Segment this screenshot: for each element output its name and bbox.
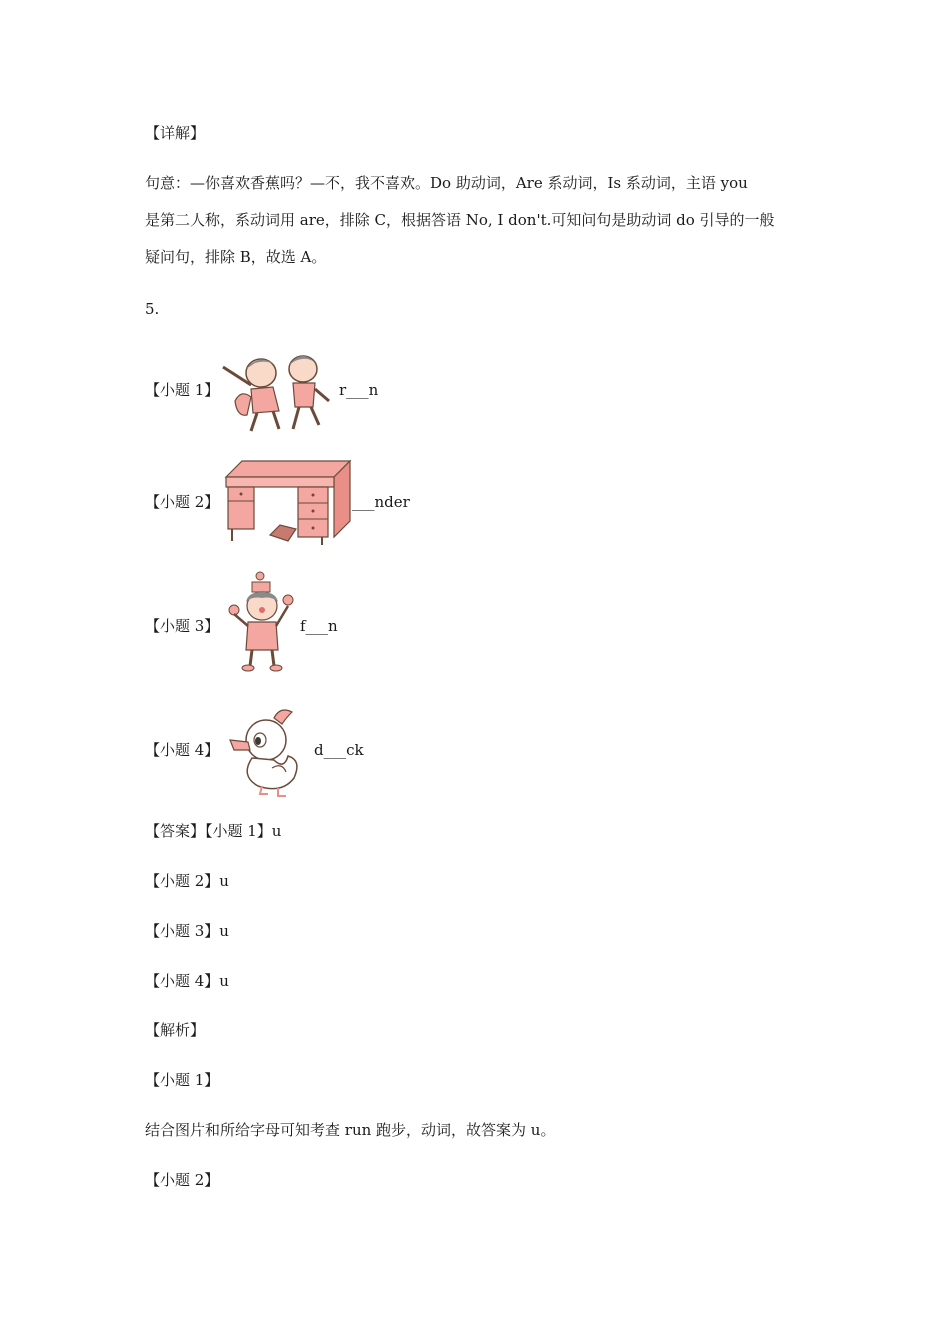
question-number: 5. xyxy=(145,300,160,318)
sub-question-4-label: 【小题 4】 xyxy=(145,741,220,759)
explanation-paragraph xyxy=(145,165,807,276)
duck-picture xyxy=(222,700,304,798)
analysis-sub1-label: 【小题 1】 xyxy=(145,1071,220,1089)
analysis-sub2-label: 【小题 2】 xyxy=(145,1171,220,1189)
analysis-sub1-text: 结合图片和所给字母可知考查 run 跑步，动词，故答案为 u。 xyxy=(145,1121,556,1139)
explanation-line: 是第二人称，系动词用 are，排除 C，根据答语 No, I don't.可知问句是助动词 do 引导的一般 xyxy=(145,211,775,229)
sub-question-3-label: 【小题 3】 xyxy=(145,617,220,635)
answer-line-2: 【小题 2】u xyxy=(145,872,229,890)
running-children-picture xyxy=(221,345,333,433)
sub-question-3-word: f___n xyxy=(300,617,338,635)
sub-question-4-word: d___ck xyxy=(314,741,364,759)
answer-line-3: 【小题 3】u xyxy=(145,922,229,940)
sub-question-1-label: 【小题 1】 xyxy=(145,381,220,399)
sub-question-2-label: 【小题 2】 xyxy=(145,493,220,511)
explanation-line: 句意：—你喜欢香蕉吗？—不，我不喜欢。Do 助动词，Are 系动词，Is 系动词，主语 you xyxy=(145,174,748,192)
answer-line-1: 【答案】【小题 1】u xyxy=(145,822,282,840)
explanation-line: 疑问句，排除 B，故选 A。 xyxy=(145,248,327,266)
sub-question-1-word: r___n xyxy=(339,381,379,399)
clown-picture xyxy=(222,570,296,674)
sub-question-2-word: ___nder xyxy=(352,493,410,511)
analysis-heading: 【解析】 xyxy=(145,1021,206,1039)
answer-line-4: 【小题 4】u xyxy=(145,972,229,990)
desk-picture xyxy=(222,455,352,547)
detail-heading: 【详解】 xyxy=(145,124,206,142)
